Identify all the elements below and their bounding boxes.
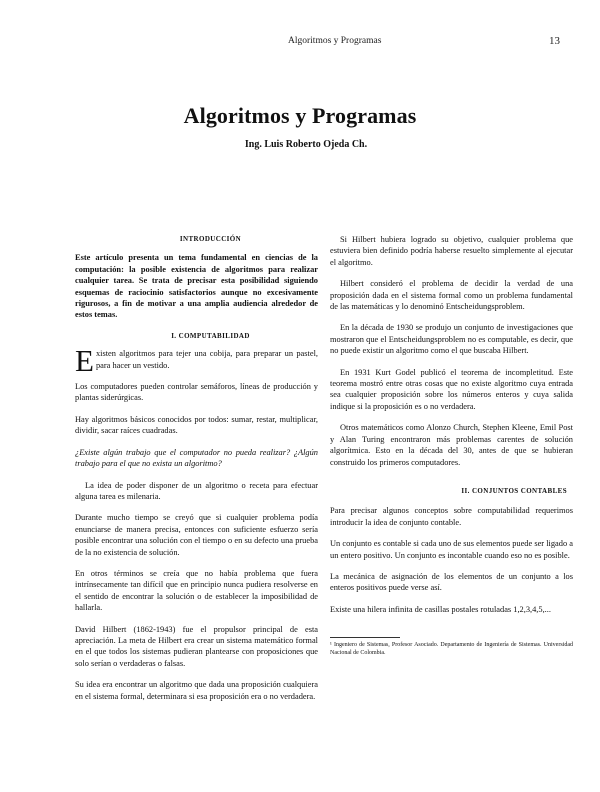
paragraph: Hay algoritmos básicos conocidos por todos: sumar, restar, multiplicar, dividir, sacar raíces cuadradas.	[75, 414, 318, 436]
paragraph: Hilbert consideró el problema de decidir la verdad de una proposición dada en el sistema formal como un problema fundamental de las matemáticas y lo denominó Entscheidungsproblem.	[330, 279, 573, 312]
paragraph: Si Hilbert hubiera logrado su objetivo, cualquier problema que estuviera bien definido podría haberse resuelto simplemente al ejecutar el algoritmo.	[330, 235, 573, 267]
footnote-rule	[330, 637, 400, 638]
paragraph-text: xisten algoritmos para tejer una cobija, para preparar un pastel, para hacer un vestido.	[95, 349, 318, 370]
question-paragraph: ¿Existe algún trabajo que el computador no pueda realizar? ¿Algún trabajo para el que no exista un algoritmo?	[75, 447, 318, 469]
intro-heading: INTRODUCCIÓN	[179, 235, 242, 243]
left-column	[75, 234, 318, 712]
paragraph: Los computadores pueden controlar semáforos, líneas de producción y plantas siderúrgicas.	[75, 382, 318, 403]
article-title: Algoritmos y Programas	[183, 103, 417, 128]
abstract: Este artículo presenta un tema fundamental en ciencias de la computación: la posible existencia de algoritmos para realizar cualquier tarea. Se trata de precisar esta posibilidad siguiendo esquemas de raciocinio satisfactorios aunque no excesivamente rigurosos, a fin de motivar a una amplia audiencia alrededor de estos temas.	[75, 253, 318, 320]
paragraph: En 1931 Kurt Godel publicó el teorema de incompletitud. Este teorema mostró entre otras cosas que no existe algoritmo cuya entrada sea cualquier proposición sobre los números enteros y cuya salida indique si la proposición es o no verdadera.	[330, 367, 573, 411]
paragraph: Otros matemáticos como Alonzo Church, Stephen Kleene, Emil Post y Alan Turing encontraron más problemas carentes de solución algorítmica. Esto en la década del 30, antes de que se hubieran construido los primeros computadores.	[330, 423, 573, 467]
drop-cap: E	[75, 343, 94, 379]
article-author: Ing. Luis Roberto Ojeda Ch.	[244, 139, 368, 150]
running-title: Algoritmos y Programas	[288, 36, 382, 46]
paragraph: La mecánica de asignación de los elementos de un conjunto a los enteros positivos puede verse así.	[330, 571, 573, 593]
right-column	[330, 234, 573, 657]
paragraph	[75, 343, 318, 379]
paragraph: Un conjunto es contable si cada uno de sus elementos puede ser ligado a un entero positivo. Un conjunto es incontable cuando eso no es posible.	[330, 539, 573, 560]
paragraph: Existe una hilera infinita de casillas postales rotuladas 1,2,3,4,5,...	[330, 604, 551, 614]
paragraph: La idea de poder disponer de un algoritmo o receta para efectuar alguna tarea es milenaria.	[75, 480, 318, 501]
page-header	[0, 36, 600, 50]
section1-heading: I. COMPUTABILIDAD	[171, 331, 250, 340]
paragraph: Para precisar algunos conceptos sobre computabilidad requerimos introducir la idea de conjunto contable.	[330, 506, 573, 527]
paragraph: En la década de 1930 se produjo un conjunto de investigaciones que mostraron que el Entscheidungsproblem no es computable, es decir, que no puede existir un algoritmo como el que buscaba Hilbert.	[330, 323, 573, 356]
paragraph: Durante mucho tiempo se creyó que si cualquier problema podía enunciarse de manera precisa, entonces con suficiente esfuerzo sería posible encontrar una solución con el tiempo o en su defecto una prueba de la no existencia de solución.	[75, 513, 318, 557]
page-number: 13	[549, 35, 560, 47]
paragraph: En otros términos se creía que no había problema que fuera intrínsecamente tan difícil que en principio nunca pudiera resolverse en el sentido de encontrar la solución o de establecer la imposibilidad de hallarla.	[75, 568, 318, 613]
section2-heading: II. CONJUNTOS CONTABLES	[461, 486, 567, 495]
paragraph: David Hilbert (1862-1943) fue el propulsor principal de esta apreciación. La meta de Hilbert era crear un sistema matemático formal en el que todos los sistemas pudieran plantearse con proposiciones que solo serían o verdaderas o falsas.	[75, 624, 318, 668]
footnote: ¹ Ingeniero de Sistemas, Profesor Asociado. Departamento de Ingeniería de Sistemas. Universidad Nacional de Colombia.	[330, 642, 573, 657]
paragraph: Su idea era encontrar un algoritmo que dada una proposición cualquiera en el sistema formal, determinara si esa proposición era o no verdadera.	[75, 680, 318, 701]
